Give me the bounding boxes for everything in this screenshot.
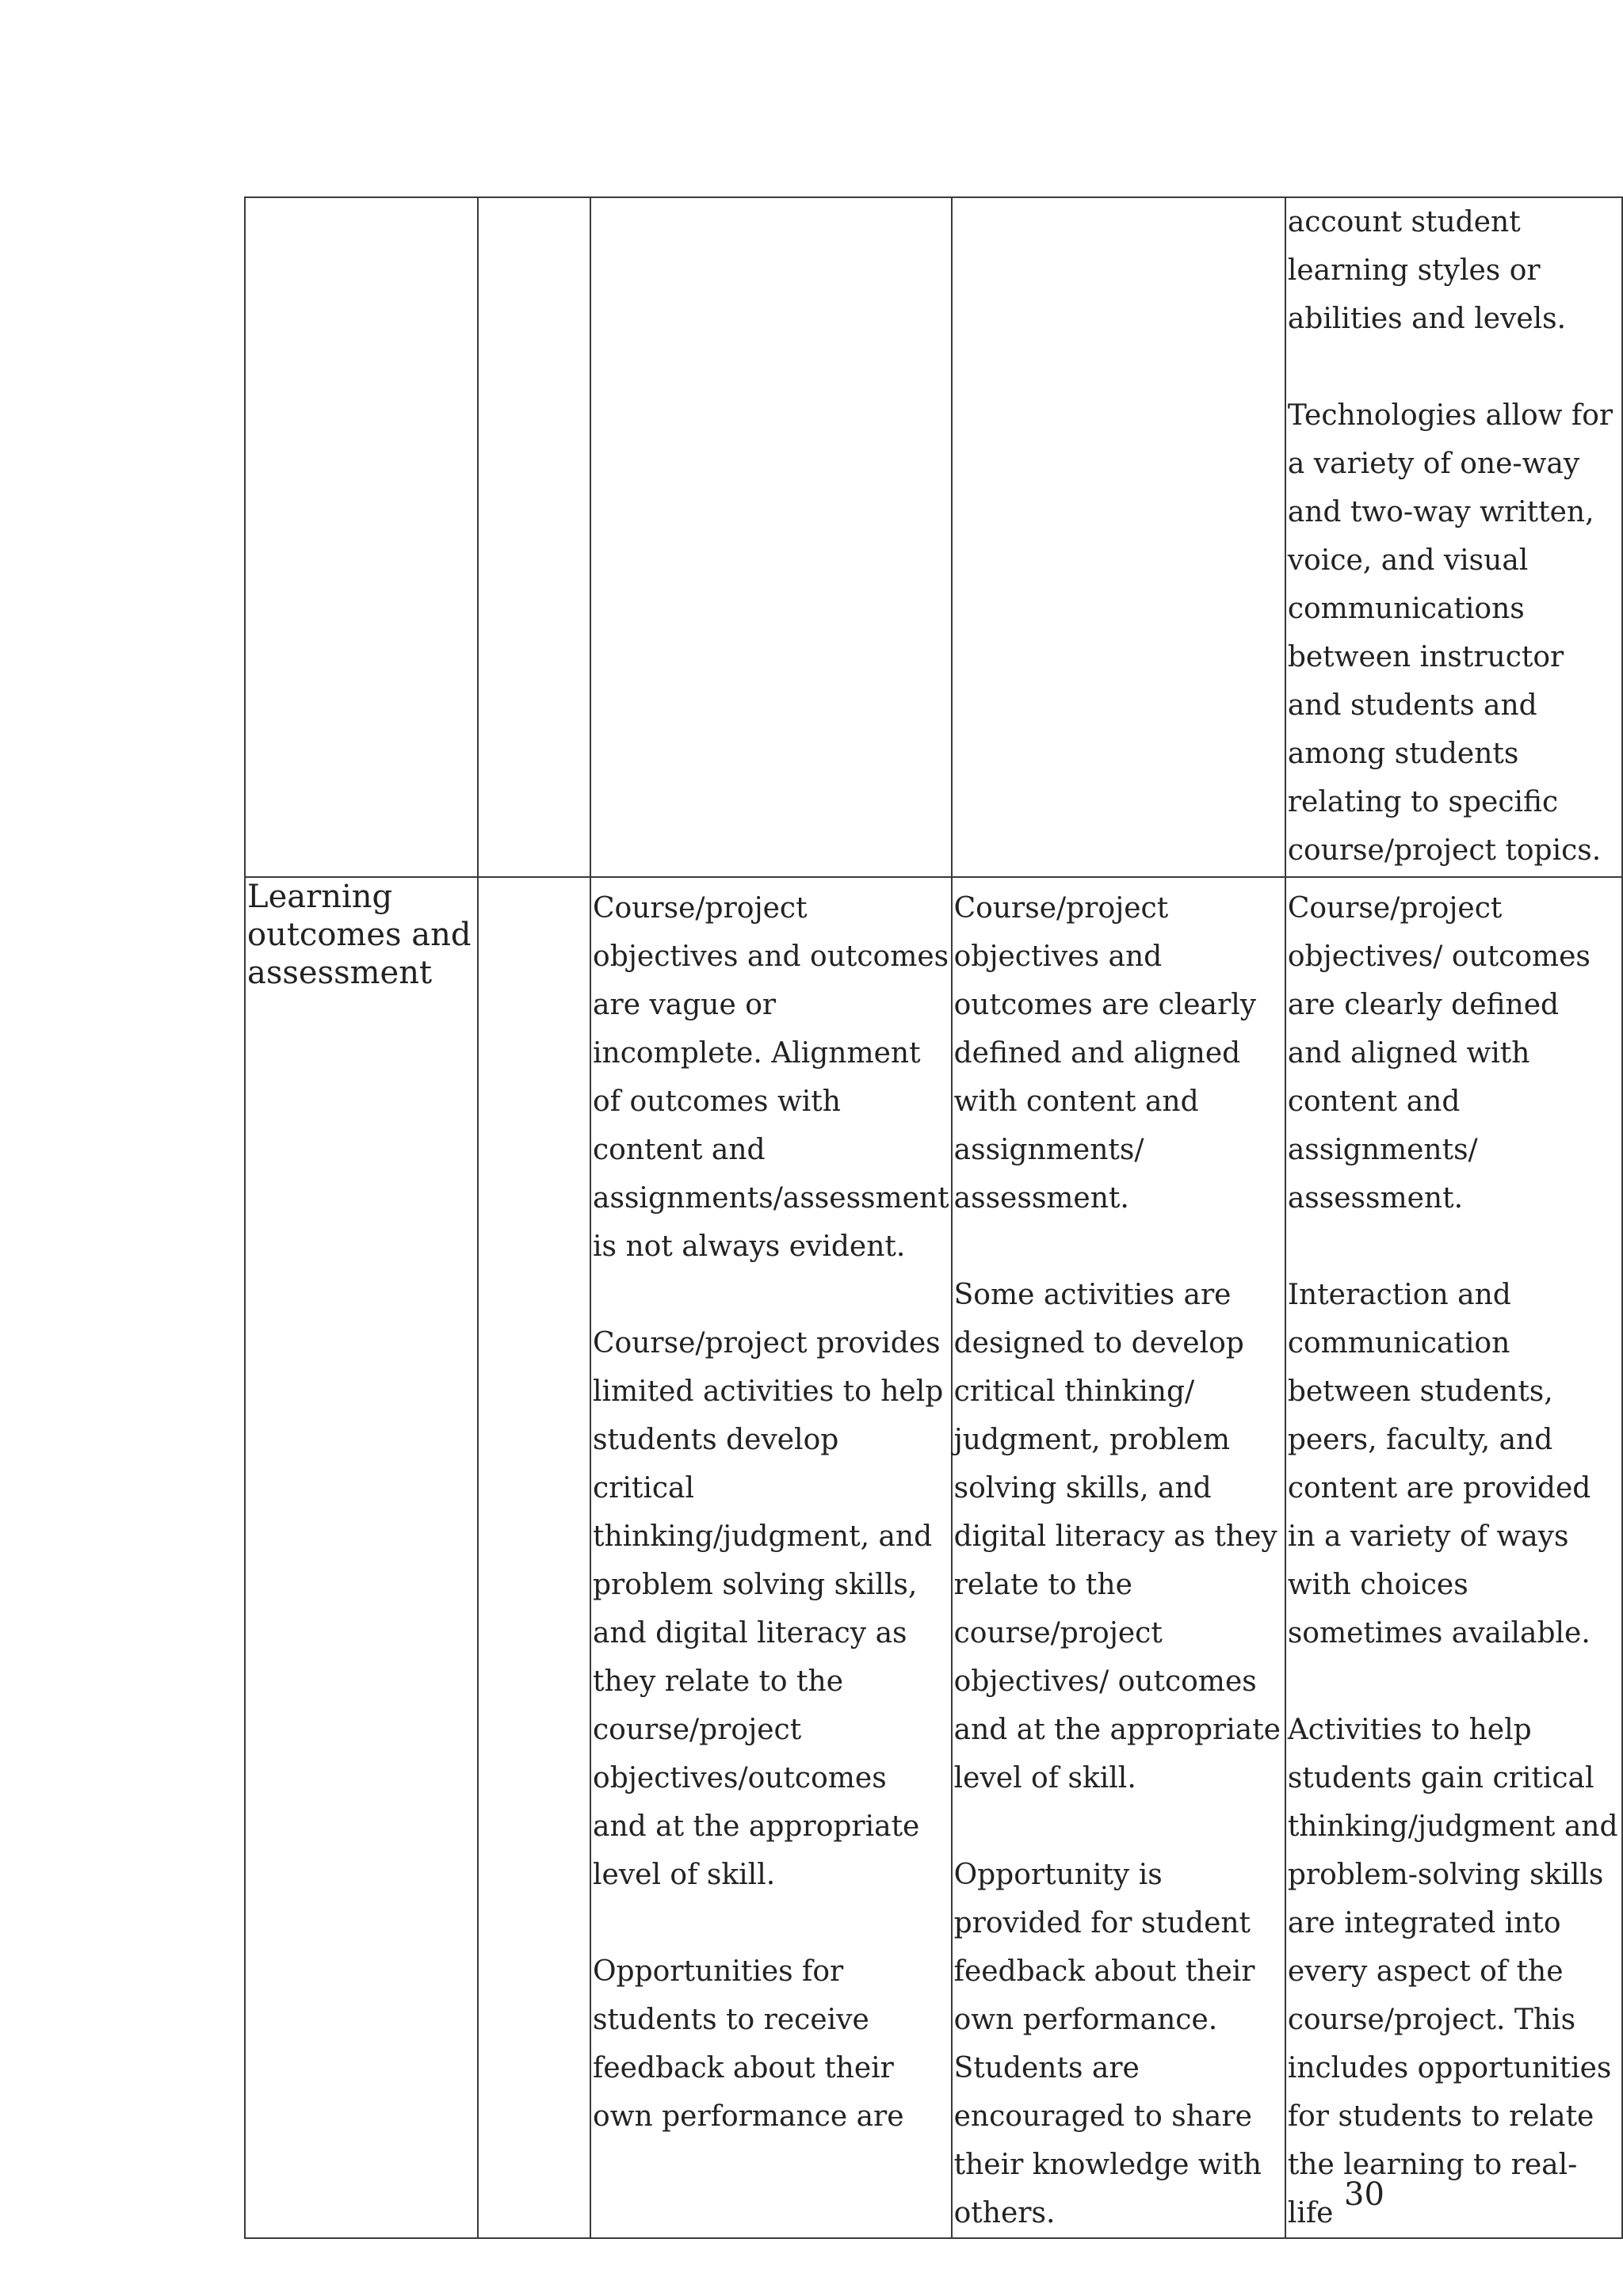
cell-paragraph: Students are encouraged to share their knowledge with others. bbox=[953, 2052, 1262, 2229]
cell-paragraph: Course/project objectives and outcomes are clearly defined and aligned with content and assignments/ assessment. bbox=[953, 892, 1257, 1215]
rubric-table bbox=[244, 196, 1623, 2239]
cell-paragraph: Interaction and communication between students, peers, faculty, and content are provided in a variety of ways with choices sometimes available. bbox=[1287, 1279, 1591, 1650]
cell-paragraph: Some activities are designed to develop critical thinking/ judgment, problem solving skills, and digital literacy as they relate to the course/project objectives/ outcomes and at the appropriate level of skill. bbox=[953, 1279, 1281, 1794]
page-number: 30 bbox=[1344, 2176, 1384, 2213]
cell-paragraph: Opportunities for students to receive feedback about their own performance are bbox=[593, 1955, 904, 2133]
col-beginning-cell bbox=[590, 877, 952, 2238]
cell-paragraph: Activities to help students gain critical thinking/judgment and problem-solving skills are integrated into every aspect of the course/project. This includes opportunities for students to relate the learning to real-life bbox=[1287, 1714, 1618, 2229]
criterion-label-line: Learning bbox=[247, 879, 393, 915]
col-accomplished-cell bbox=[1285, 877, 1622, 2238]
col-developing-cell bbox=[952, 197, 1285, 877]
cell-paragraph: account student learning styles or abilities and levels. bbox=[1287, 206, 1567, 335]
criterion-cell bbox=[245, 197, 478, 877]
criterion-cell bbox=[245, 877, 478, 2238]
cell-paragraph: Course/project provides limited activities to help students develop critical thinking/judgment, and problem solving skills, and digital literacy as they relate to the course/project objectives/outcomes and at the appropriate level of skill. bbox=[593, 1327, 944, 1891]
col-developing-cell bbox=[952, 877, 1285, 2238]
score-cell bbox=[478, 877, 590, 2238]
cell-paragraph: Course/project objectives and outcomes are vague or incomplete. Alignment of outcomes with content and assignments/assessment is not always evident. bbox=[593, 892, 949, 1263]
col-beginning-cell bbox=[590, 197, 952, 877]
criterion-label-line: assessment bbox=[247, 955, 433, 991]
cell-paragraph: Technologies allow for a variety of one-way and two-way written, voice, and visual communications between instructor and students and among students relating to specific course/project topics. bbox=[1287, 399, 1613, 867]
criterion-label-line: outcomes and bbox=[247, 917, 472, 953]
table-row bbox=[245, 877, 1622, 2238]
table-row bbox=[245, 197, 1622, 877]
cell-paragraph: Course/project objectives/ outcomes are clearly defined and aligned with content and assignments/ assessment. bbox=[1287, 892, 1591, 1215]
score-cell bbox=[478, 197, 590, 877]
col-accomplished-cell bbox=[1285, 197, 1622, 877]
cell-paragraph: Opportunity is provided for student feedback about their own performance. bbox=[953, 1859, 1255, 2036]
